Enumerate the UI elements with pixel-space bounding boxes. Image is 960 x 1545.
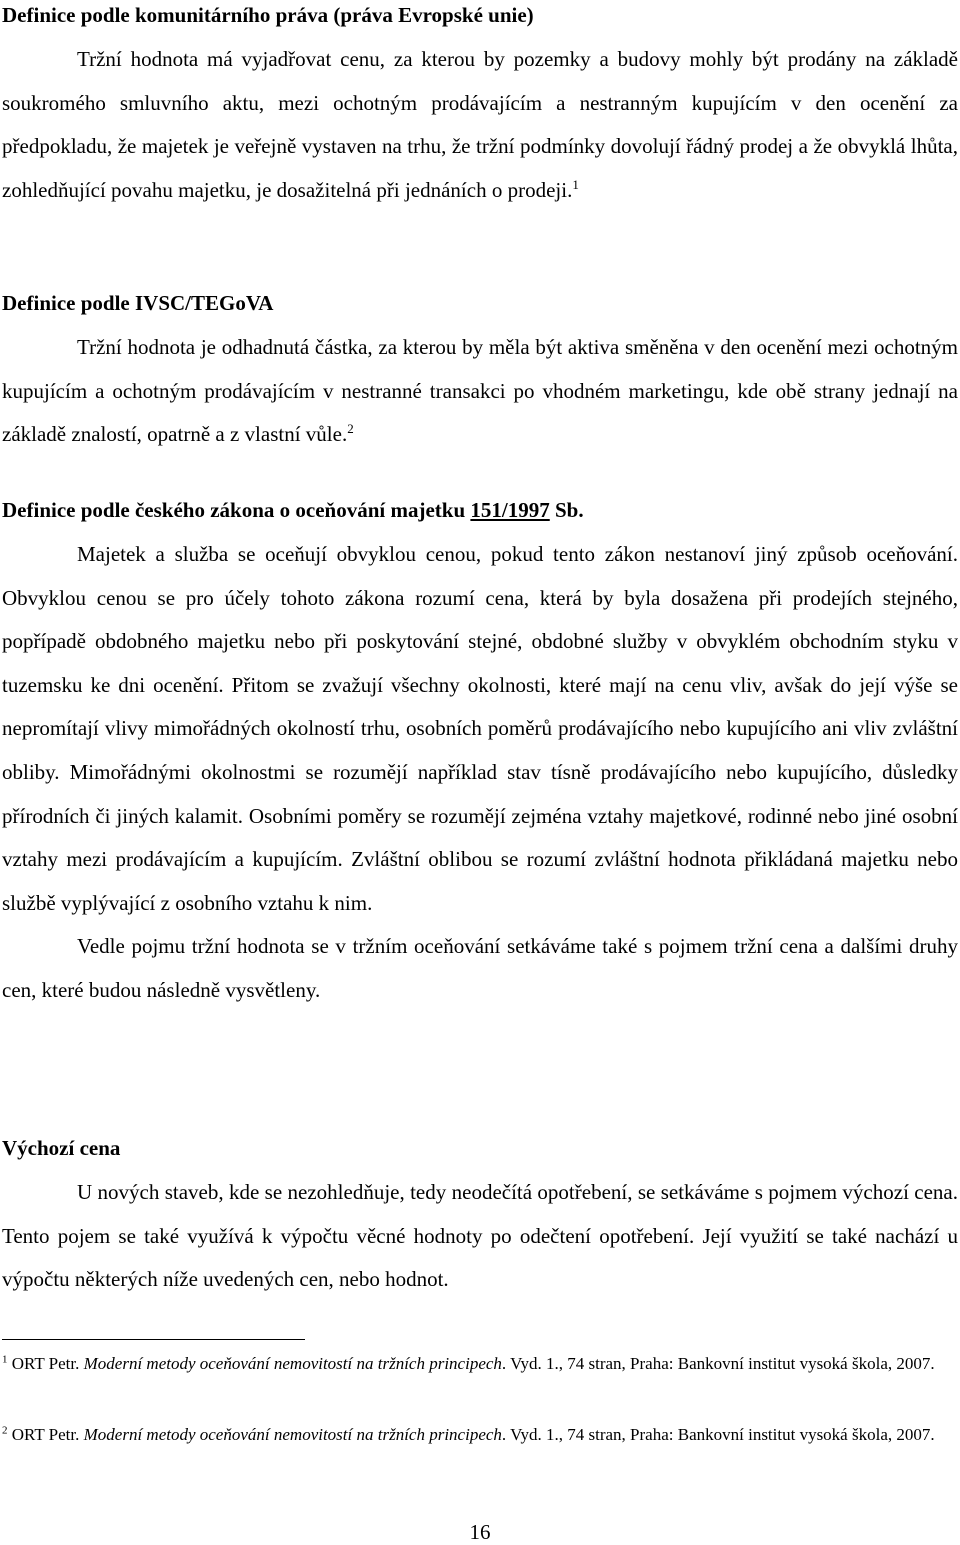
footnote-2-number: 2 [2,1424,8,1437]
footnote-2 [2,1423,958,1447]
paragraph-eu-text: Tržní hodnota má vyjadřovat cenu, za kterou by pozemky a budovy mohly být prodány na základě soukromého smluvního aktu, mezi ochotným prodávajícím a nestranným kupujícím v den ocenění za předpokladu, že majetek je veřejně vystaven na trhu, že tržní podmínky dovolují řádný prodej a že obvyklá lhůta, zohledňující povahu majetku, je dosažitelná při jednáních o prodeji. [2,47,958,202]
section-czech-law-definition [2,497,958,1013]
section-eu-definition [2,2,958,212]
footnote-1-author: ORT Petr. [11,1354,84,1373]
footnote-1-rest: . Vyd. 1., 74 stran, Praha: Bankovní institut vysoká škola, 2007. [501,1354,935,1373]
footnote-ref-2[interactable]: 2 [347,421,354,437]
paragraph-czech-law-1: Majetek a služba se oceňují obvyklou cenou, pokud tento zákon nestanoví jiný způsob oceňování. Obvyklou cenou se pro účely tohoto zákona rozumí cena, která by byla dosažena při prodejích stejného, popřípadě obdobného majetku nebo při poskytování stejné, obdobné služby v obvyklém obchodním styku v tuzemsku ke dni ocenění. Přitom se zvažují všechny okolnosti, které mají na cenu vliv, avšak do její výše se nepromítají vlivy mimořádných okolností trhu, osobních poměrů prodávajícího nebo kupujícího ani vliv zvláštní obliby. Mimořádnými okolnostmi se rozumějí například stav tísně prodávajícího nebo kupujícího, důsledky přírodních či jiných kalamit. Osobními poměry se rozumějí zejména vztahy majetkové, rodinné nebo jiné osobní vztahy mezi prodávajícím a kupujícím. Zvláštní oblibou se rozumí zvláštní hodnota přikládaná majetku nebo službě vyplývající z osobního vztahu k nim. [2,542,958,915]
paragraph-czech-law-2: Vedle pojmu tržní hodnota se v tržním oceňování setkáváme také s pojmem tržní cena a dalšími druhy cen, které budou následně vysvětleny. [2,934,958,1002]
footnote-1 [2,1352,958,1376]
paragraph-vychozi-cena: U nových staveb, kde se nezohledňuje, tedy neodečítá opotřebení, se setkáváme s pojmem výchozí cena. Tento pojem se také využívá k výpočtu věcné hodnoty po odečtení opotřebení. Její využití se také nachází u výpočtu některých níže uvedených cen, nebo hodnot. [2,1180,958,1292]
footnote-2-rest: . Vyd. 1., 74 stran, Praha: Bankovní institut vysoká škola, 2007. [501,1425,935,1444]
page-number: 16 [469,1520,491,1544]
heading-czech-suffix: Sb. [549,498,584,522]
heading-eu-definition: Definice podle komunitárního práva (práva Evropské unie) [2,3,534,27]
heading-ivsc-definition: Definice podle IVSC/TEGoVA [2,291,274,315]
section-vychozi-cena [2,1135,958,1302]
footnote-1-number: 1 [2,1353,8,1366]
heading-vychozi-cena: Výchozí cena [2,1136,121,1160]
paragraph-eu-definition [2,38,958,212]
paragraph-ivsc-definition [2,326,958,457]
section-ivsc-definition [2,290,958,457]
footnote-2-author: ORT Petr. [11,1425,84,1444]
footnote-divider [2,1339,305,1340]
footnote-2-title: Moderní metody oceňování nemovitostí na tržních principech [83,1425,502,1444]
heading-czech-law-definition [2,497,958,523]
paragraph-ivsc-text: Tržní hodnota je odhadnutá částka, za kterou by měla být aktiva směněna v den ocenění mezi ochotným kupujícím a ochotným prodávajícím v nestranné transakci po vhodném marketingu, kde obě strany jednají na základě znalostí, opatrně a z vlastní vůle. [2,335,958,447]
footnote-ref-1[interactable]: 1 [572,176,579,192]
footnote-1-title: Moderní metody oceňování nemovitostí na tržních principech [83,1354,502,1373]
law-number-link[interactable]: 151/1997 [470,498,550,522]
heading-czech-prefix: Definice podle českého zákona o oceňování majetku [2,498,471,522]
